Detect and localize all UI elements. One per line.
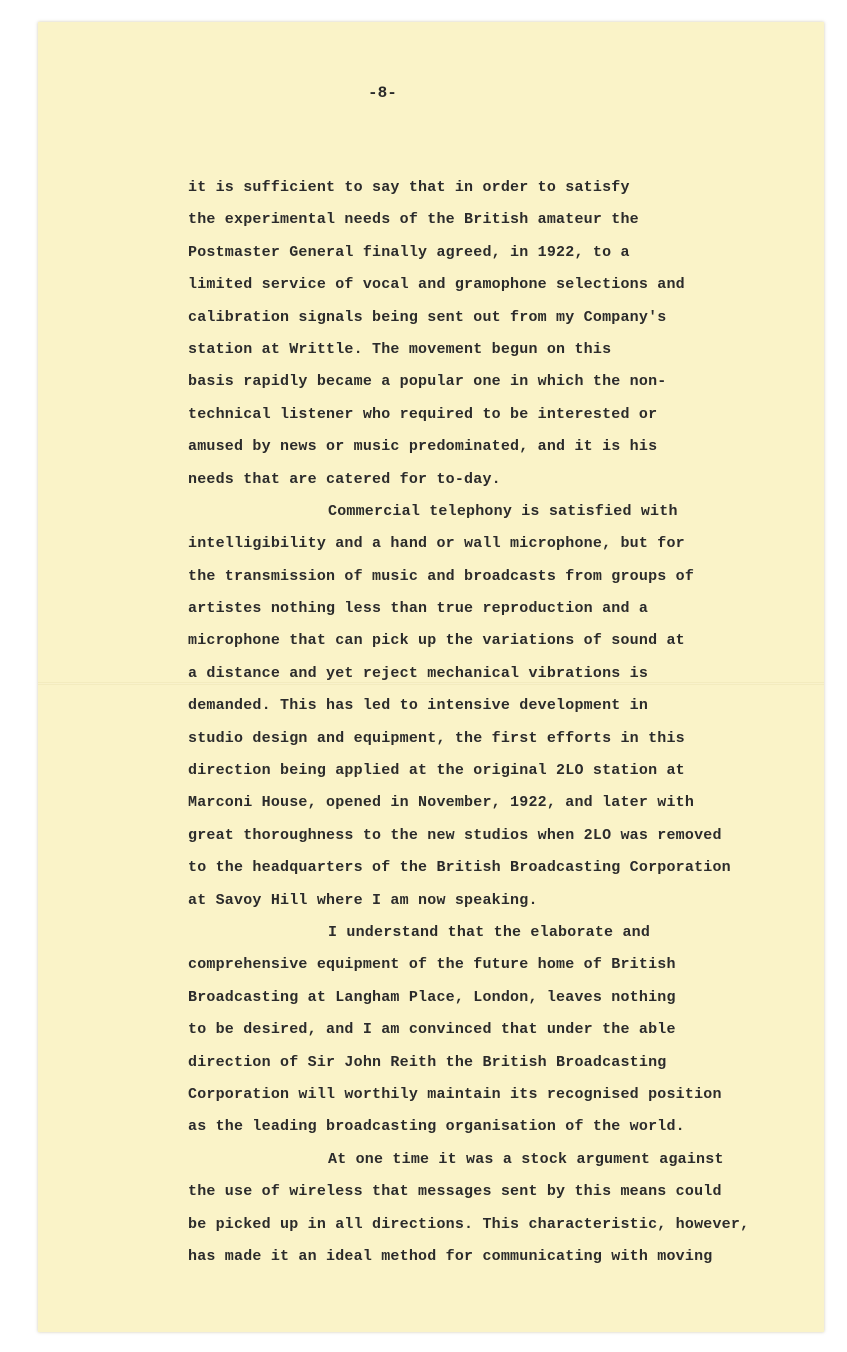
text-line: the experimental needs of the British amateur the	[188, 211, 639, 229]
document-page	[38, 22, 824, 1332]
text-line: needs that are catered for to-day.	[188, 470, 501, 488]
text-line: at Savoy Hill where I am now speaking.	[188, 891, 538, 909]
text-line: the use of wireless that messages sent by this means could	[188, 1183, 722, 1201]
text-line: be picked up in all directions. This characteristic, however,	[188, 1215, 750, 1233]
text-line: to the headquarters of the British Broadcasting Corporation	[188, 859, 731, 877]
text-line: Corporation will worthily maintain its recognised position	[188, 1085, 722, 1103]
text-line: basis rapidly became a popular one in which the non-	[188, 373, 667, 391]
text-line: direction being applied at the original 2LO station at	[188, 762, 685, 780]
text-line: great thoroughness to the new studios when 2LO was removed	[188, 826, 722, 844]
typed-body-text	[188, 172, 808, 1273]
text-line: station at Writtle. The movement begun on this	[188, 340, 612, 358]
text-line: I understand that the elaborate and	[328, 923, 651, 941]
text-line: comprehensive equipment of the future home of British	[188, 956, 676, 974]
text-line: amused by news or music predominated, and it is his	[188, 438, 658, 456]
text-line: as the leading broadcasting organisation of the world.	[188, 1118, 685, 1136]
page-number: -8-	[368, 84, 397, 102]
text-line: Commercial telephony is satisfied with	[328, 502, 678, 520]
text-line: a distance and yet reject mechanical vibrations is	[188, 664, 649, 682]
text-line: calibration signals being sent out from my Company's	[188, 308, 667, 326]
text-line: the transmission of music and broadcasts from groups of	[188, 567, 695, 585]
text-line: intelligibility and a hand or wall microphone, but for	[188, 535, 685, 553]
text-line: Postmaster General finally agreed, in 1922, to a	[188, 243, 630, 261]
text-line: technical listener who required to be interested or	[188, 405, 658, 423]
text-line: Marconi House, opened in November, 1922, and later with	[188, 794, 695, 812]
text-line: to be desired, and I am convinced that under the able	[188, 1021, 676, 1039]
text-line: demanded. This has led to intensive development in	[188, 697, 649, 715]
text-line: microphone that can pick up the variations of sound at	[188, 632, 685, 650]
text-line: At one time it was a stock argument against	[328, 1150, 724, 1168]
text-line: it is sufficient to say that in order to satisfy	[188, 179, 630, 196]
text-line: has made it an ideal method for communicating with moving	[188, 1247, 713, 1265]
text-line: Broadcasting at Langham Place, London, leaves nothing	[188, 988, 676, 1006]
text-line: direction of Sir John Reith the British Broadcasting	[188, 1053, 667, 1071]
text-line: limited service of vocal and gramophone selections and	[188, 276, 685, 294]
text-line: studio design and equipment, the first efforts in this	[188, 729, 685, 747]
text-line: artistes nothing less than true reproduction and a	[188, 600, 649, 618]
